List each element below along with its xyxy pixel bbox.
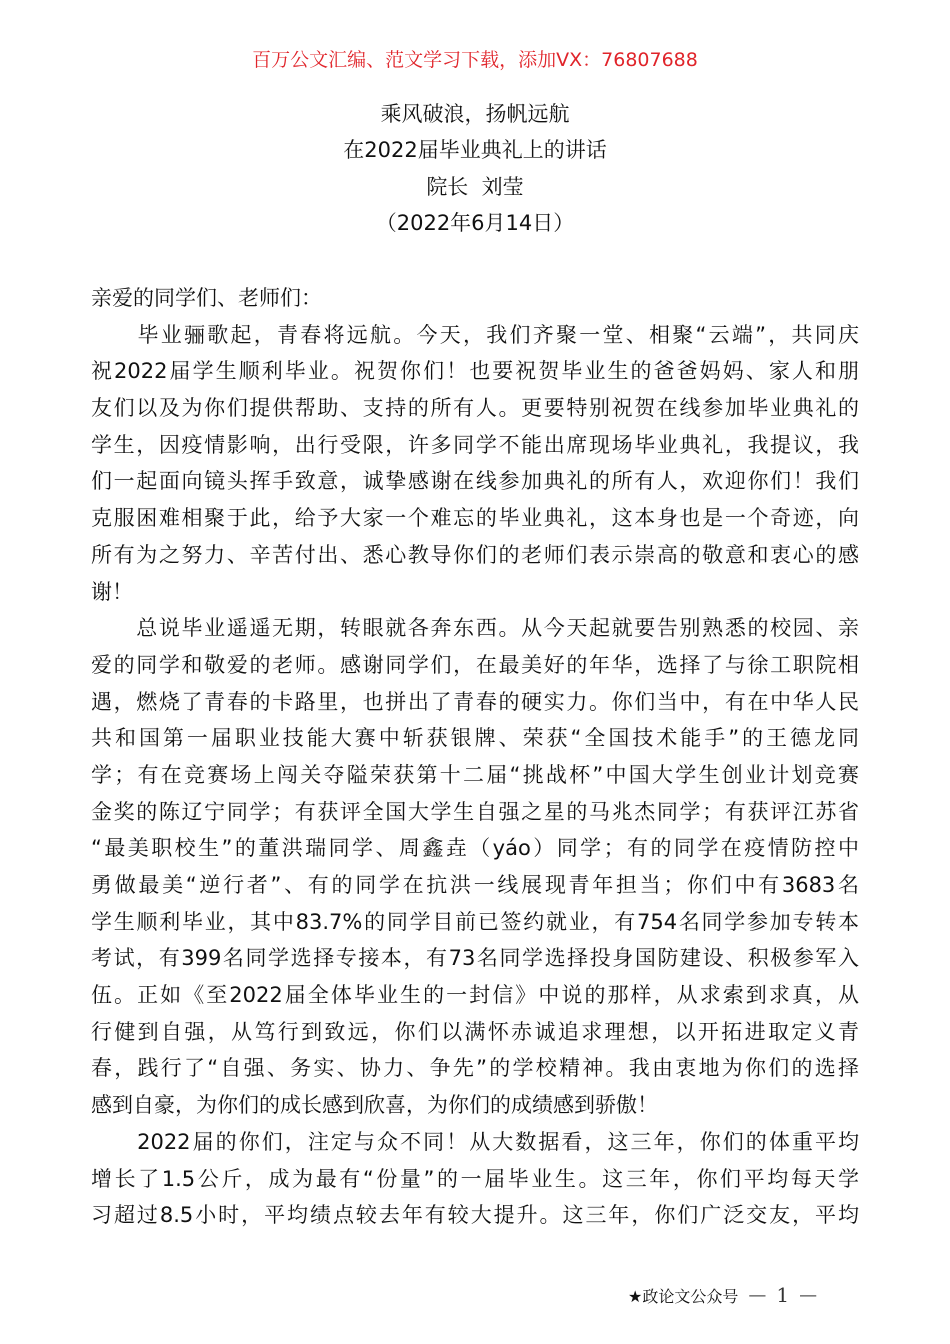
- text-line: 共和国第一届职业技能大赛中斩获银牌、荣获“全国技术能手”的王德龙同: [91, 726, 859, 751]
- page-number: 1: [776, 1283, 790, 1307]
- footer-source: ★政论文公众号: [628, 1286, 739, 1306]
- text-line: 伍。正如《至2022届全体毕业生的一封信》中说的那样，从求索到求真，从: [91, 983, 859, 1008]
- speech-subtitle: 在2022届毕业典礼上的讲话: [343, 138, 607, 162]
- text-line: 毕业骊歌起，青春将远航。今天，我们齐聚一堂、相聚“云端”，共同庆: [91, 322, 859, 347]
- text-line: 习超过8.5小时，平均绩点较去年有较大提升。这三年，你们广泛交友，平均: [91, 1203, 859, 1228]
- dash-divider: —: [799, 1284, 818, 1306]
- text-line: 祝2022届学生顺利毕业。祝贺你们！也要祝贺毕业生的爸爸妈妈、家人和朋: [91, 359, 859, 384]
- text-line: 学生顺利毕业，其中83.7%的同学目前已签约就业，有754名同学参加专转本: [91, 909, 859, 934]
- watermark-banner: 百万公文汇编、范文学习下载，添加VX：76807688: [252, 49, 698, 71]
- text-line: 爱的同学和敬爱的老师。感谢同学们，在最美好的年华，选择了与徐工职院相: [91, 652, 859, 677]
- text-line: 增长了1.5公斤，成为最有“份量”的一届毕业生。这三年，你们平均每天学: [91, 1166, 859, 1191]
- dash-divider: —: [748, 1284, 767, 1306]
- text-line: 克服困难相聚于此，给予大家一个难忘的毕业典礼，这本身也是一个奇迹，向: [91, 506, 859, 531]
- text-line: 勇做最美“逆行者”、有的同学在抗洪一线展现青年担当；你们中有3683名: [91, 873, 859, 897]
- text-line: 们一起面向镜头挥手致意，诚挚感谢在线参加典礼的所有人，欢迎你们！我们: [91, 469, 859, 494]
- text-line: 考试，有399名同学选择专接本，有73名同学选择投身国防建设、积极参军入: [91, 946, 859, 971]
- speaker-line: 院长 刘莹: [426, 175, 524, 199]
- text-line: 友们以及为你们提供帮助、支持的所有人。更要特别祝贺在线参加毕业典礼的: [91, 396, 859, 421]
- text-line: 金奖的陈辽宁同学；有获评全国大学生自强之星的马兆杰同学；有获评江苏省: [91, 799, 859, 824]
- paragraph: [91, 610, 859, 1124]
- text-line: “最美职校生”的董洪瑞同学、周鑫垚（yáo）同学；有的同学在疫情防控中: [91, 836, 859, 861]
- text-line: 学生，因疫情影响，出行受限，许多同学不能出席现场毕业典礼，我提议，我: [91, 432, 859, 457]
- text-line: 感到自豪，为你们的成长感到欣喜，为你们的成绩感到骄傲！: [91, 1093, 658, 1118]
- text-line: 所有为之努力、辛苦付出、悉心教导你们的老师们表示崇高的敬意和衷心的感: [91, 542, 859, 567]
- text-line: 总说毕业遥遥无期，转眼就各奔东西。从今天起就要告别熟悉的校园、亲: [91, 616, 859, 641]
- text-line: 2022届的你们，注定与众不同！从大数据看，这三年，你们的体重平均: [91, 1129, 859, 1154]
- text-line: 春，践行了“自强、务实、协力、争先”的学校精神。我由衷地为你们的选择: [91, 1056, 859, 1081]
- salutation: 亲爱的同学们、老师们：: [91, 286, 322, 310]
- speech-title: 乘风破浪，扬帆远航: [380, 102, 570, 126]
- text-line: 谢！: [91, 579, 133, 604]
- speech-date: （2022年6月14日）: [375, 211, 575, 235]
- paragraph: [91, 317, 859, 611]
- text-line: 学；有在竞赛场上闯关夺隘荣获第十二届“挑战杯”中国大学生创业计划竞赛: [91, 762, 859, 787]
- page-footer: [628, 1283, 817, 1307]
- text-line: 行健到自强，从笃行到致远，你们以满怀赤诚追求理想，以开拓进取定义青: [91, 1019, 859, 1044]
- speech-body: [91, 280, 859, 1234]
- text-line: 遇，燃烧了青春的卡路里，也拼出了青春的硬实力。你们当中，有在中华人民: [91, 689, 859, 714]
- paragraph: [91, 1124, 859, 1234]
